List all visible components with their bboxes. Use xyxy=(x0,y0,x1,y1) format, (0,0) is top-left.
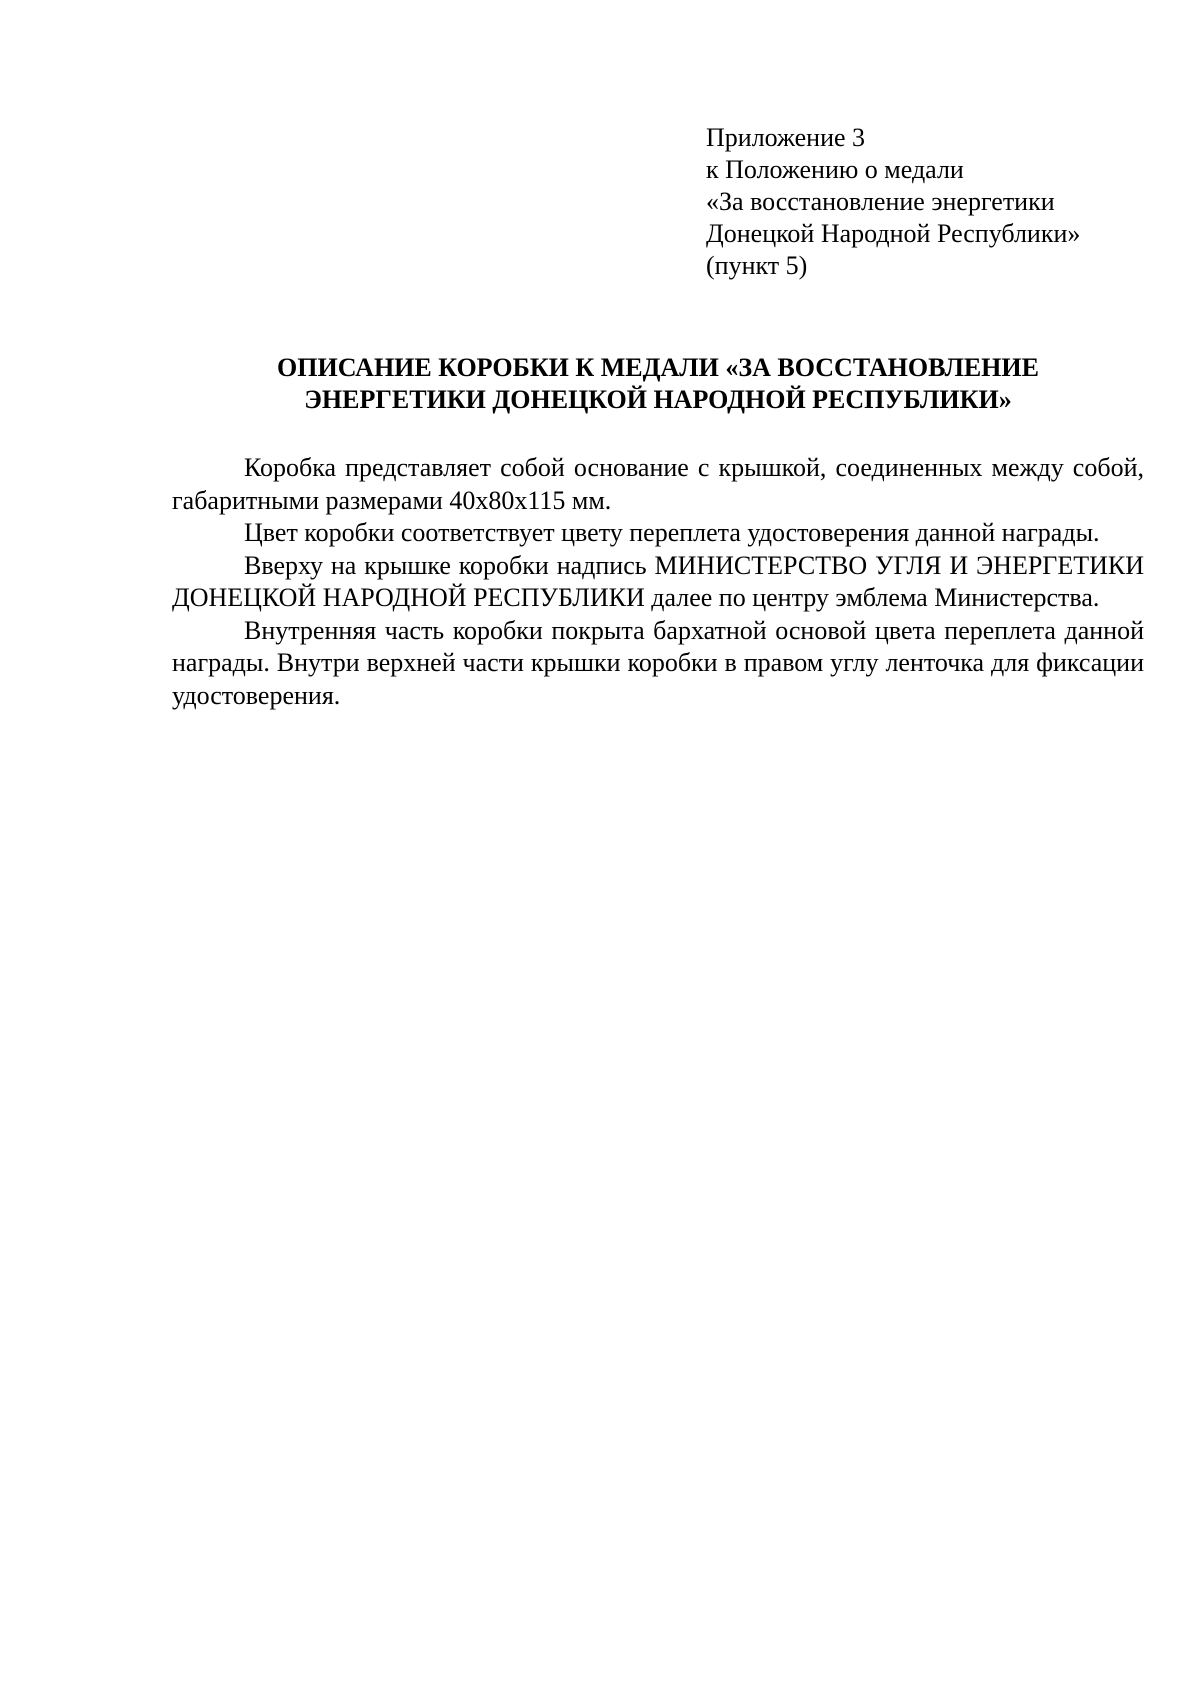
paragraph-lid-inscription: Вверху на крышке коробки надпись МИНИСТЕРСТВО УГЛЯ И ЭНЕРГЕТИКИ ДОНЕЦКОЙ НАРОДНОЙ РЕСПУБЛИКИ далее по центру эмблема Министерства. xyxy=(172,550,1144,612)
title-line-1: ОПИСАНИЕ КОРОБКИ К МЕДАЛИ «ЗА ВОССТАНОВЛЕНИЕ xyxy=(277,353,1039,382)
paragraph-box-color: Цвет коробки соответствует цвету переплета удостоверения данной награды. xyxy=(244,518,1100,547)
title-line-2: ЭНЕРГЕТИКИ ДОНЕЦКОЙ НАРОДНОЙ РЕСПУБЛИКИ» xyxy=(304,385,1012,414)
document-body xyxy=(172,452,1144,712)
appendix-header xyxy=(706,122,1166,282)
appendix-medal-name-2: Донецкой Народной Республики» xyxy=(706,219,1081,248)
appendix-medal-name-1: «За восстановление энергетики xyxy=(706,187,1055,216)
paragraph-box-interior: Внутренняя часть коробки покрыта бархатной основой цвета переплета данной награды. Внутри верхней части крышки коробки в правом углу ленточка для фиксации удостоверения. xyxy=(172,615,1144,710)
appendix-clause: (пункт 5) xyxy=(706,251,808,280)
document-title xyxy=(172,352,1144,416)
appendix-reference: к Положению о медали xyxy=(706,155,964,184)
paragraph-box-description: Коробка представляет собой основание с крышкой, соединенных между собой, габаритными размерами 40х80х115 мм. xyxy=(172,453,1144,515)
appendix-number: Приложение 3 xyxy=(706,123,866,152)
